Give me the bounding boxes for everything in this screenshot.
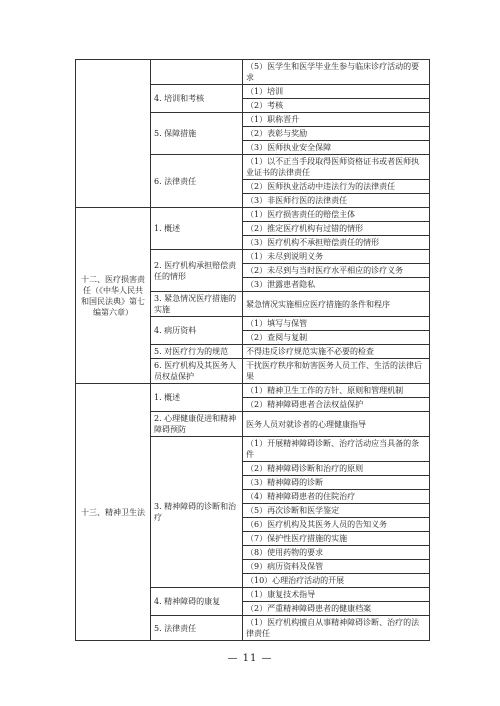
item-title: 5. 法律责任 (151, 616, 243, 641)
item-point: （2）未尽到与当时医疗水平相应的诊疗义务 (243, 264, 430, 278)
item-point: （9）病历资料及保管 (243, 560, 430, 574)
item-point: （5）医学生和医学毕业生参与临床诊疗活动的要求 (243, 60, 430, 85)
item-point: （1）培训 (243, 85, 430, 99)
item-title: 6. 医疗机构及其医务人员权益保护 (151, 359, 243, 384)
item-point: 紧急情况实施相应医疗措施的条件和程序 (243, 292, 430, 317)
item-point: 干扰医疗秩序和妨害医务人员工作、生活的法律后果 (243, 359, 430, 384)
item-point: （2）表彰与奖励 (243, 127, 430, 141)
item-point: （1）医疗机构擅自从事精神障碍诊断、治疗的法律责任 (243, 616, 430, 641)
item-point: （3）精神障碍的诊断 (243, 476, 430, 490)
item-point: （2）医师执业活动中违法行为的法律责任 (243, 180, 430, 194)
item-point: （1）开展精神障碍诊断、治疗活动应当具备的条件 (243, 437, 430, 462)
table-row (76, 384, 430, 398)
item-point: （5）再次诊断和医学鉴定 (243, 504, 430, 518)
item-title: 6. 法律责任 (151, 155, 243, 208)
item-title: 4. 病历资料 (151, 317, 243, 345)
item-point: （2）推定医疗机构有过错的情形 (243, 222, 430, 236)
table-row (76, 60, 430, 85)
item-point: （3）医疗机构不承担赔偿责任的情形 (243, 236, 430, 250)
item-point: 不得违反诊疗规范实施不必要的检查 (243, 345, 430, 359)
item-point: （1）康复技术指导 (243, 588, 430, 602)
item-point: （3）医师执业安全保障 (243, 141, 430, 155)
item-title: 2. 医疗机构承担赔偿责任的情形 (151, 250, 243, 292)
page-number: — 11 — (227, 653, 273, 664)
item-title: 4. 精神障碍的康复 (151, 588, 243, 616)
item-title: 1. 概述 (151, 384, 243, 412)
item-point: （1）医疗损害责任的赔偿主体 (243, 208, 430, 222)
item-point: （3）泄露患者隐私 (243, 278, 430, 292)
item-title: 3. 紧急情况医疗措施的实施 (151, 292, 243, 317)
item-title: 2. 心理健康促进和精神障碍预防 (151, 412, 243, 437)
item-point: （2）精神障碍患者合法权益保护 (243, 398, 430, 412)
item-title: 5. 对医疗行为的规范 (151, 345, 243, 359)
item-point: （1）填写与保管 (243, 317, 430, 331)
item-title (151, 60, 243, 85)
item-point: （2）严重精神障碍患者的健康档案 (243, 602, 430, 616)
item-point: （8）使用药物的要求 (243, 546, 430, 560)
item-point: （1）精神卫生工作的方针、原则和管理机制 (243, 384, 430, 398)
syllabus-table (75, 59, 430, 641)
item-point: （2）考核 (243, 99, 430, 113)
item-point: （3）非医师行医的法律责任 (243, 194, 430, 208)
item-point: 医务人员对就诊者的心理健康指导 (243, 412, 430, 437)
item-point: （2）查阅与复制 (243, 331, 430, 345)
item-title: 3. 精神障碍的诊断和治疗 (151, 437, 243, 588)
item-point: （2）精神障碍诊断和治疗的原则 (243, 462, 430, 476)
item-point: （7）保护性医疗措施的实施 (243, 532, 430, 546)
item-point: （6）医疗机构及其医务人员的告知义务 (243, 518, 430, 532)
item-title: 1. 概述 (151, 208, 243, 250)
item-point: （1）以不正当手段取得医师资格证书或者医师执业证书的法律责任 (243, 155, 430, 180)
section-title: 十三、精神卫生法 (76, 384, 151, 641)
item-point: （10）心理治疗活动的开展 (243, 574, 430, 588)
item-point: （4）精神障碍患者的住院治疗 (243, 490, 430, 504)
item-title: 5. 保障措施 (151, 113, 243, 155)
item-title: 4. 培训和考核 (151, 85, 243, 113)
item-point: （1）未尽到说明义务 (243, 250, 430, 264)
table-row (76, 208, 430, 222)
section-title: 十二、医疗损害责任（《中华人民共和国民法典》第七编第六章） (76, 208, 151, 384)
item-point: （1）职称晋升 (243, 113, 430, 127)
section-title (76, 60, 151, 208)
